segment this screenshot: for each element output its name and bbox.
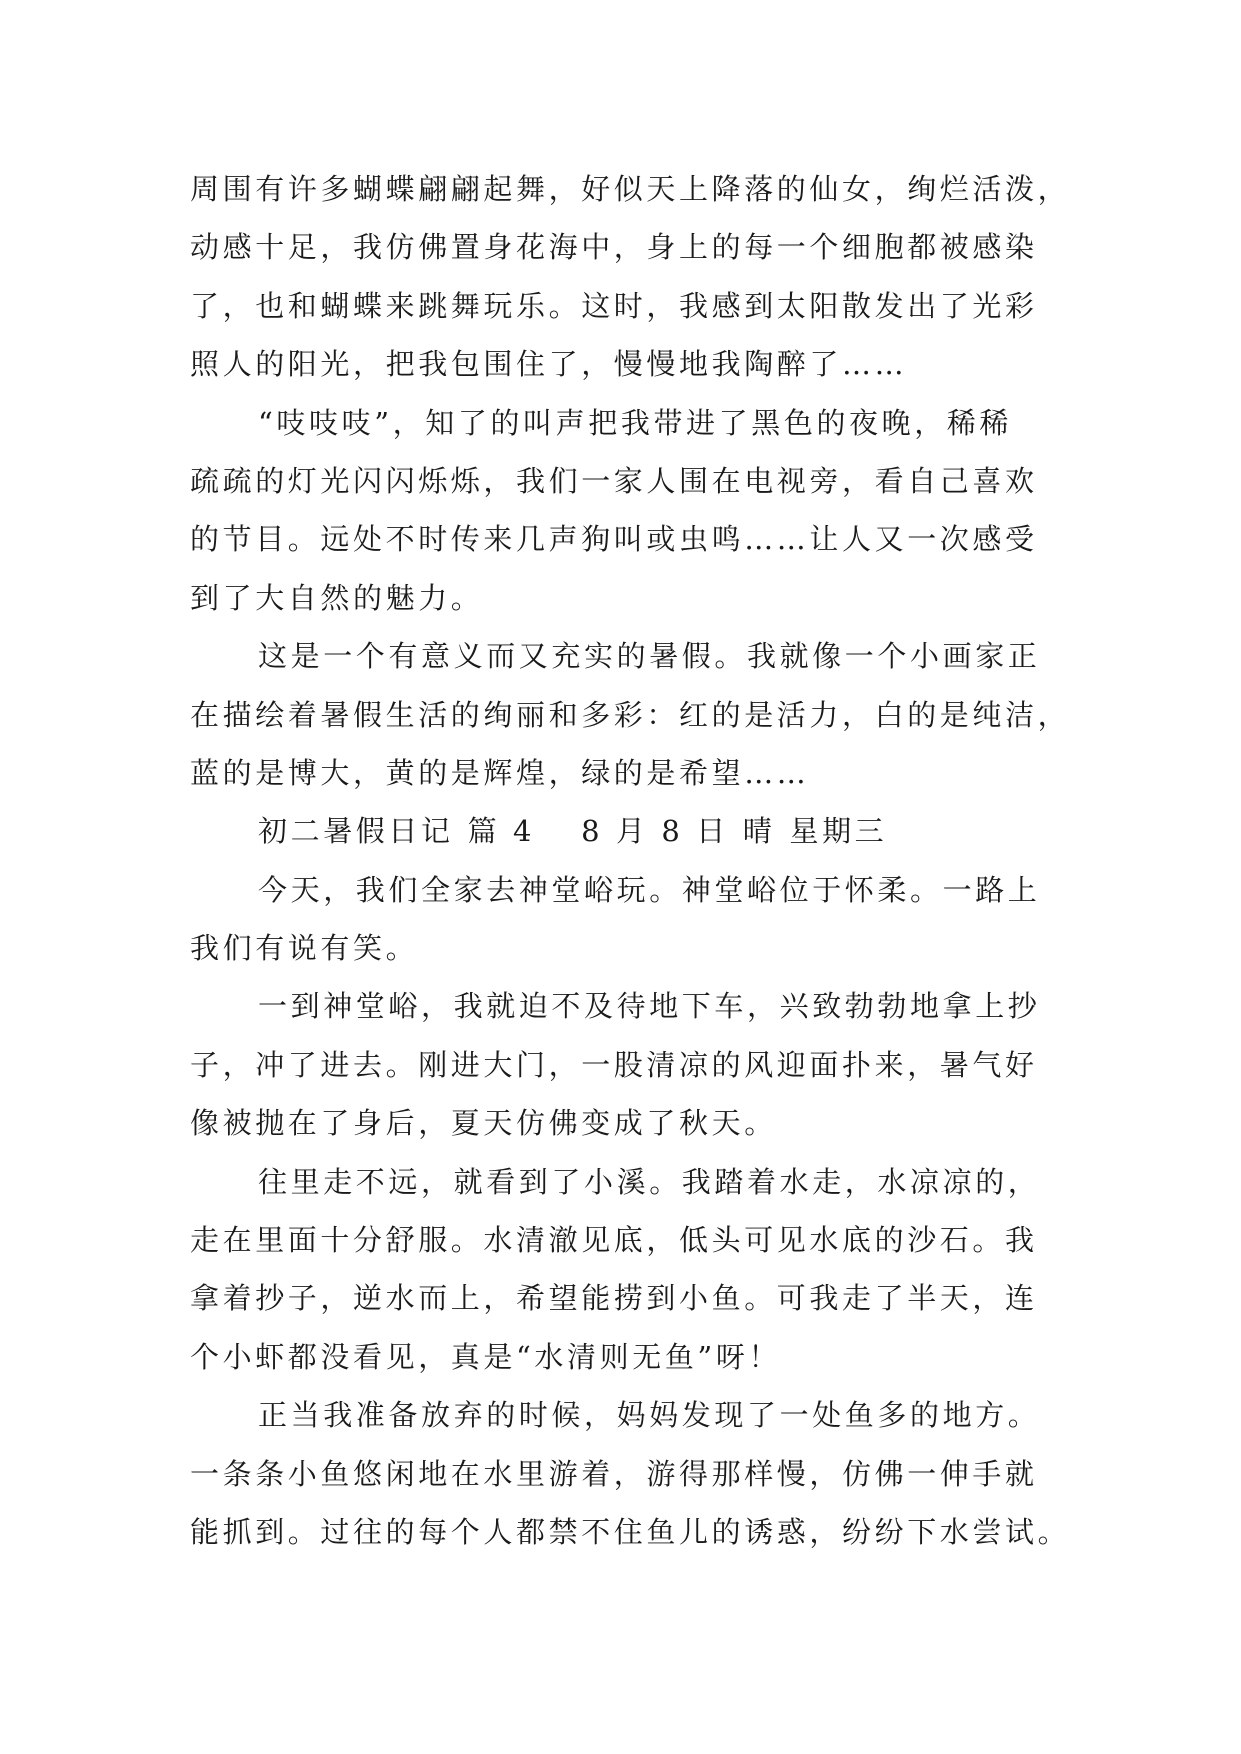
- diary-part: 篇 4: [467, 814, 536, 849]
- diary-title: 初二暑假日记: [258, 814, 454, 849]
- paragraph-line: 我们有说有笑。: [190, 931, 419, 966]
- paragraph-line: 了，也和蝴蝶来跳舞玩乐。这时，我感到太阳散发出了光彩: [190, 288, 1038, 323]
- paragraph-line: 今天，我们全家去神堂峪玩。神堂峪位于怀柔。一路上: [258, 872, 1041, 907]
- paragraph-line: 像被抛在了身后，夏天仿佛变成了秋天。: [190, 1106, 777, 1141]
- paragraph-line: 蓝的是博大，黄的是辉煌，绿的是希望……: [190, 755, 810, 790]
- paragraph-line: “吱吱吱”，知了的叫声把我带进了黑色的夜晚，稀稀: [258, 405, 1013, 440]
- paragraph-line: 拿着抄子，逆水而上，希望能捞到小鱼。可我走了半天，连: [190, 1281, 1038, 1316]
- diary-weather: 晴: [742, 814, 776, 849]
- diary-heading: [190, 802, 1070, 860]
- paragraph-line: 走在里面十分舒服。水清澈见底，低头可见水底的沙石。我: [190, 1223, 1038, 1258]
- paragraph-line: 这是一个有意义而又充实的暑假。我就像一个小画家正: [258, 639, 1041, 674]
- paragraph-line: 一到神堂峪，我就迫不及待地下车，兴致勃勃地拿上抄: [258, 989, 1041, 1024]
- paragraph-line: 往里走不远，就看到了小溪。我踏着水走，水凉凉的，: [258, 1164, 1041, 1199]
- document-body: [190, 160, 1070, 1561]
- paragraph-line: 正当我准备放弃的时候，妈妈发现了一处鱼多的地方。: [258, 1398, 1041, 1433]
- paragraph-line: 在描绘着暑假生活的绚丽和多彩：红的是活力，白的是纯洁，: [190, 697, 1071, 732]
- diary-date: 8 月 8 日: [581, 814, 729, 849]
- paragraph-line: 能抓到。过往的每个人都禁不住鱼儿的诱惑，纷纷下水尝试。: [190, 1514, 1071, 1549]
- paragraph-line: 一条条小鱼悠闲地在水里游着，游得那样慢，仿佛一伸手就: [190, 1456, 1038, 1491]
- paragraph-line: 个小虾都没看见，真是“水清则无鱼”呀！: [190, 1339, 782, 1374]
- paragraph-line: 动感十足，我仿佛置身花海中，身上的每一个细胞都被感染: [190, 230, 1038, 265]
- paragraph-line: 周围有许多蝴蝶翩翩起舞，好似天上降落的仙女，绚烂活泼，: [190, 172, 1071, 206]
- paragraph-line: 到了大自然的魅力。: [190, 580, 484, 615]
- diary-weekday: 星期三: [789, 814, 888, 849]
- paragraph-line: 的节目。远处不时传来几声狗叫或虫鸣……让人又一次感受: [190, 522, 1038, 557]
- paragraph-line: 疏疏的灯光闪闪烁烁，我们一家人围在电视旁，看自己喜欢: [190, 463, 1038, 498]
- paragraph-line: 照人的阳光，把我包围住了，慢慢地我陶醉了……: [190, 347, 908, 382]
- paragraph-line: 子，冲了进去。刚进大门，一股清凉的风迎面扑来，暑气好: [190, 1047, 1038, 1082]
